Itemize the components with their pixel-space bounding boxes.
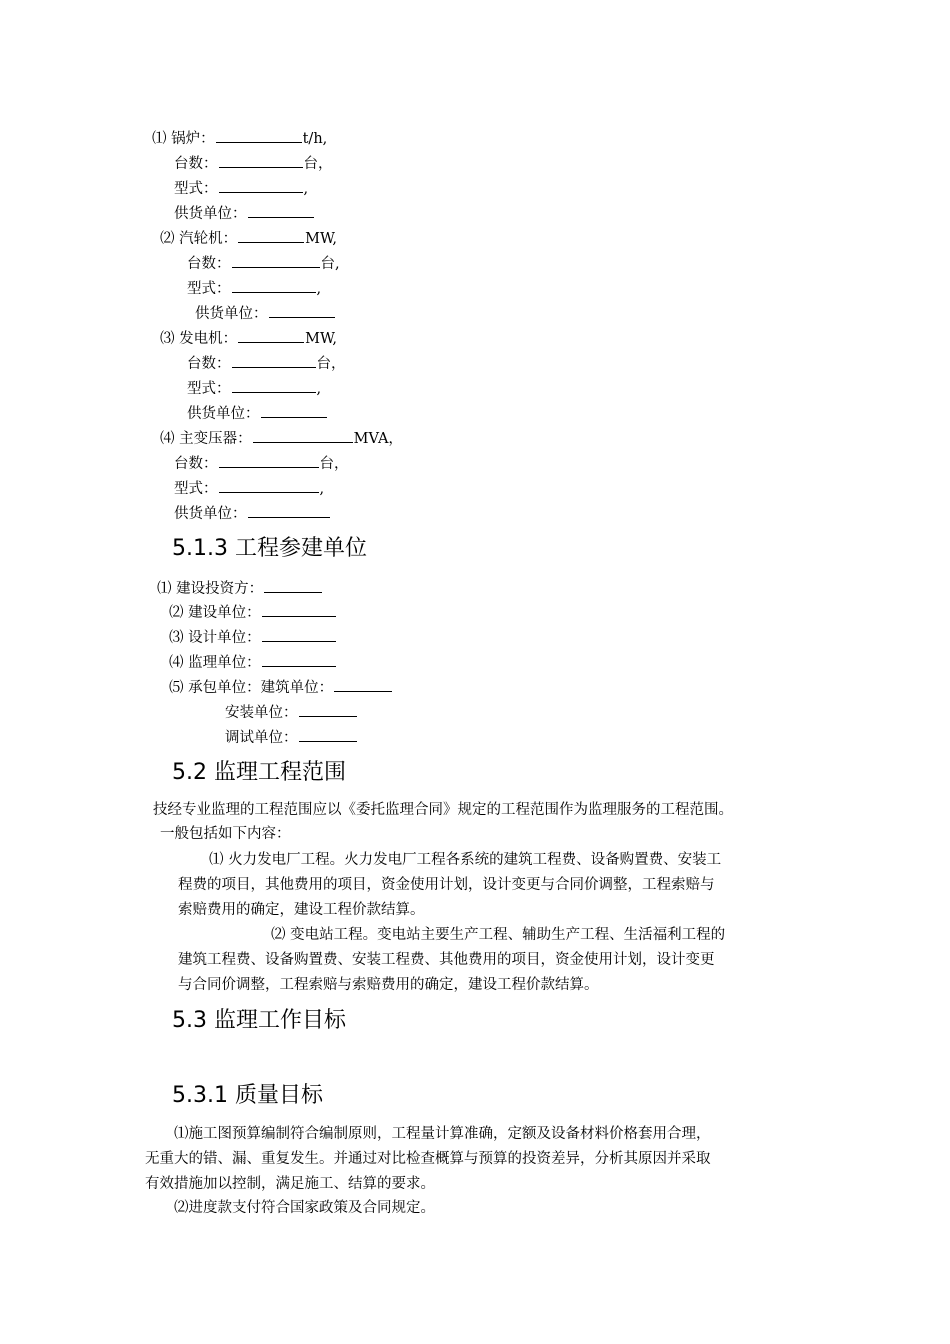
unit-text: 台，	[303, 156, 333, 172]
scope-item2-line-3: 与合同价调整，工程索赔与索赔费用的确定，建设工程价款结算。	[178, 977, 599, 993]
punct: ,	[303, 181, 309, 197]
turbine-label: ⑵ 汽轮机：	[160, 231, 238, 247]
investor-line	[157, 577, 323, 597]
commissioning-label: 调试单位：	[225, 730, 298, 746]
transformer-capacity-line	[160, 427, 403, 447]
punct: ,	[316, 281, 322, 297]
blank-field	[238, 327, 304, 343]
contractor-label: ⑸ 承包单位：	[169, 680, 261, 696]
type-label: 型式：	[187, 381, 231, 397]
punct: ,	[316, 381, 322, 397]
boiler-count-line	[174, 152, 333, 172]
owner-label: ⑵ 建设单位：	[169, 605, 261, 621]
installation-label: 安装单位：	[225, 705, 298, 721]
blank-field	[219, 177, 303, 193]
contractor-line	[169, 676, 393, 696]
unit-text: MW,	[305, 331, 337, 347]
investor-label: ⑴ 建设投资方：	[157, 581, 264, 597]
transformer-label: ⑷ 主变压器：	[160, 431, 252, 447]
generator-type-line	[187, 377, 321, 397]
supplier-label: 供货单位：	[187, 406, 260, 422]
turbine-supplier-line	[195, 302, 336, 322]
heading-5-1-3: 5.1.3 工程参建单位	[172, 536, 367, 561]
boiler-capacity-line	[152, 127, 327, 147]
blank-field	[219, 152, 303, 168]
generator-supplier-line	[187, 402, 328, 422]
heading-5-3: 5.3 监理工作目标	[172, 1008, 346, 1033]
blank-field	[238, 227, 304, 243]
heading-5-3-1: 5.3.1 质量目标	[172, 1083, 323, 1108]
transformer-type-line	[174, 477, 324, 497]
unit-text: 台,	[320, 256, 340, 272]
quality-item1-line-3: 有效措施加以控制，满足施工、结算的要求。	[145, 1176, 435, 1192]
heading-5-2: 5.2 监理工程范围	[172, 760, 346, 785]
scope-item1-line-1: ⑴ 火力发电厂工程。火力发电厂工程各系统的建筑工程费、设备购置费、安装工	[209, 852, 722, 868]
type-label: 型式：	[174, 481, 218, 497]
blank-field	[264, 577, 322, 593]
blank-field	[232, 252, 320, 268]
blank-field	[262, 601, 336, 617]
blank-field	[253, 427, 353, 443]
installation-line	[225, 701, 358, 721]
turbine-capacity-line	[160, 227, 337, 247]
count-label: 台数：	[174, 156, 218, 172]
blank-field	[219, 477, 319, 493]
construction-label: 建筑单位：	[260, 680, 334, 696]
transformer-supplier-line	[174, 502, 331, 522]
boiler-type-line	[174, 177, 308, 197]
commissioning-line	[225, 726, 358, 746]
blank-field	[216, 127, 302, 143]
supplier-label: 供货单位：	[195, 306, 268, 322]
unit-text: 台，	[316, 356, 346, 372]
supervisor-label: ⑷ 监理单位：	[169, 655, 261, 671]
scope-item1-line-2: 程费的项目，其他费用的项目，资金使用计划，设计变更与合同价调整，工程索赔与	[178, 877, 715, 893]
scope-intro-line-1: 技经专业监理的工程范围应以《委托监理合同》规定的工程范围作为监理服务的工程范围。	[153, 802, 733, 818]
generator-label: ⑶ 发电机：	[160, 331, 238, 347]
supervisor-line	[169, 651, 337, 671]
blank-field	[262, 651, 336, 667]
owner-line	[169, 601, 337, 621]
supplier-label: 供货单位：	[174, 506, 247, 522]
generator-count-line	[187, 352, 346, 372]
type-label: 型式：	[174, 181, 218, 197]
blank-field	[248, 202, 314, 218]
scope-item2-line-2: 建筑工程费、设备购置费、安装工程费、其他费用的项目，资金使用计划，设计变更	[178, 952, 715, 968]
punct: ,	[319, 481, 325, 497]
scope-intro-line-2: 一般包括如下内容：	[160, 826, 291, 842]
designer-line	[169, 626, 337, 646]
unit-text: t/h,	[302, 131, 328, 147]
blank-field	[232, 377, 316, 393]
scope-item1-line-3: 索赔费用的确定，建设工程价款结算。	[178, 902, 425, 918]
supplier-label: 供货单位：	[174, 206, 247, 222]
blank-field	[232, 352, 316, 368]
designer-label: ⑶ 设计单位：	[169, 630, 261, 646]
blank-field	[262, 626, 336, 642]
boiler-label: ⑴ 锅炉：	[152, 131, 215, 147]
quality-item1-line-2: 无重大的错、漏、重复发生。并通过对比检查概算与预算的投资差异，分析其原因并采取	[145, 1151, 711, 1167]
transformer-count-line	[174, 452, 349, 472]
unit-text: MW,	[305, 231, 337, 247]
quality-item2-line: ⑵进度款支付符合国家政策及合同规定。	[174, 1200, 435, 1216]
blank-field	[299, 701, 357, 717]
generator-capacity-line	[160, 327, 337, 347]
turbine-count-line	[187, 252, 340, 272]
blank-field	[261, 402, 327, 418]
count-label: 台数：	[174, 456, 218, 472]
boiler-supplier-line	[174, 202, 315, 222]
blank-field	[299, 726, 357, 742]
blank-field	[269, 302, 335, 318]
count-label: 台数：	[187, 256, 231, 272]
type-label: 型式：	[187, 281, 231, 297]
blank-field	[232, 277, 316, 293]
unit-text: 台，	[319, 456, 349, 472]
blank-field	[219, 452, 319, 468]
turbine-type-line	[187, 277, 321, 297]
unit-text: MVA，	[353, 431, 403, 447]
quality-item1-line-1: ⑴施工图预算编制符合编制原则，工程量计算准确，定额及设备材料价格套用合理，	[174, 1126, 711, 1142]
count-label: 台数：	[187, 356, 231, 372]
blank-field	[334, 676, 392, 692]
blank-field	[248, 502, 330, 518]
scope-item2-line-1: ⑵ 变电站工程。变电站主要生产工程、辅助生产工程、生活福利工程的	[271, 927, 726, 943]
